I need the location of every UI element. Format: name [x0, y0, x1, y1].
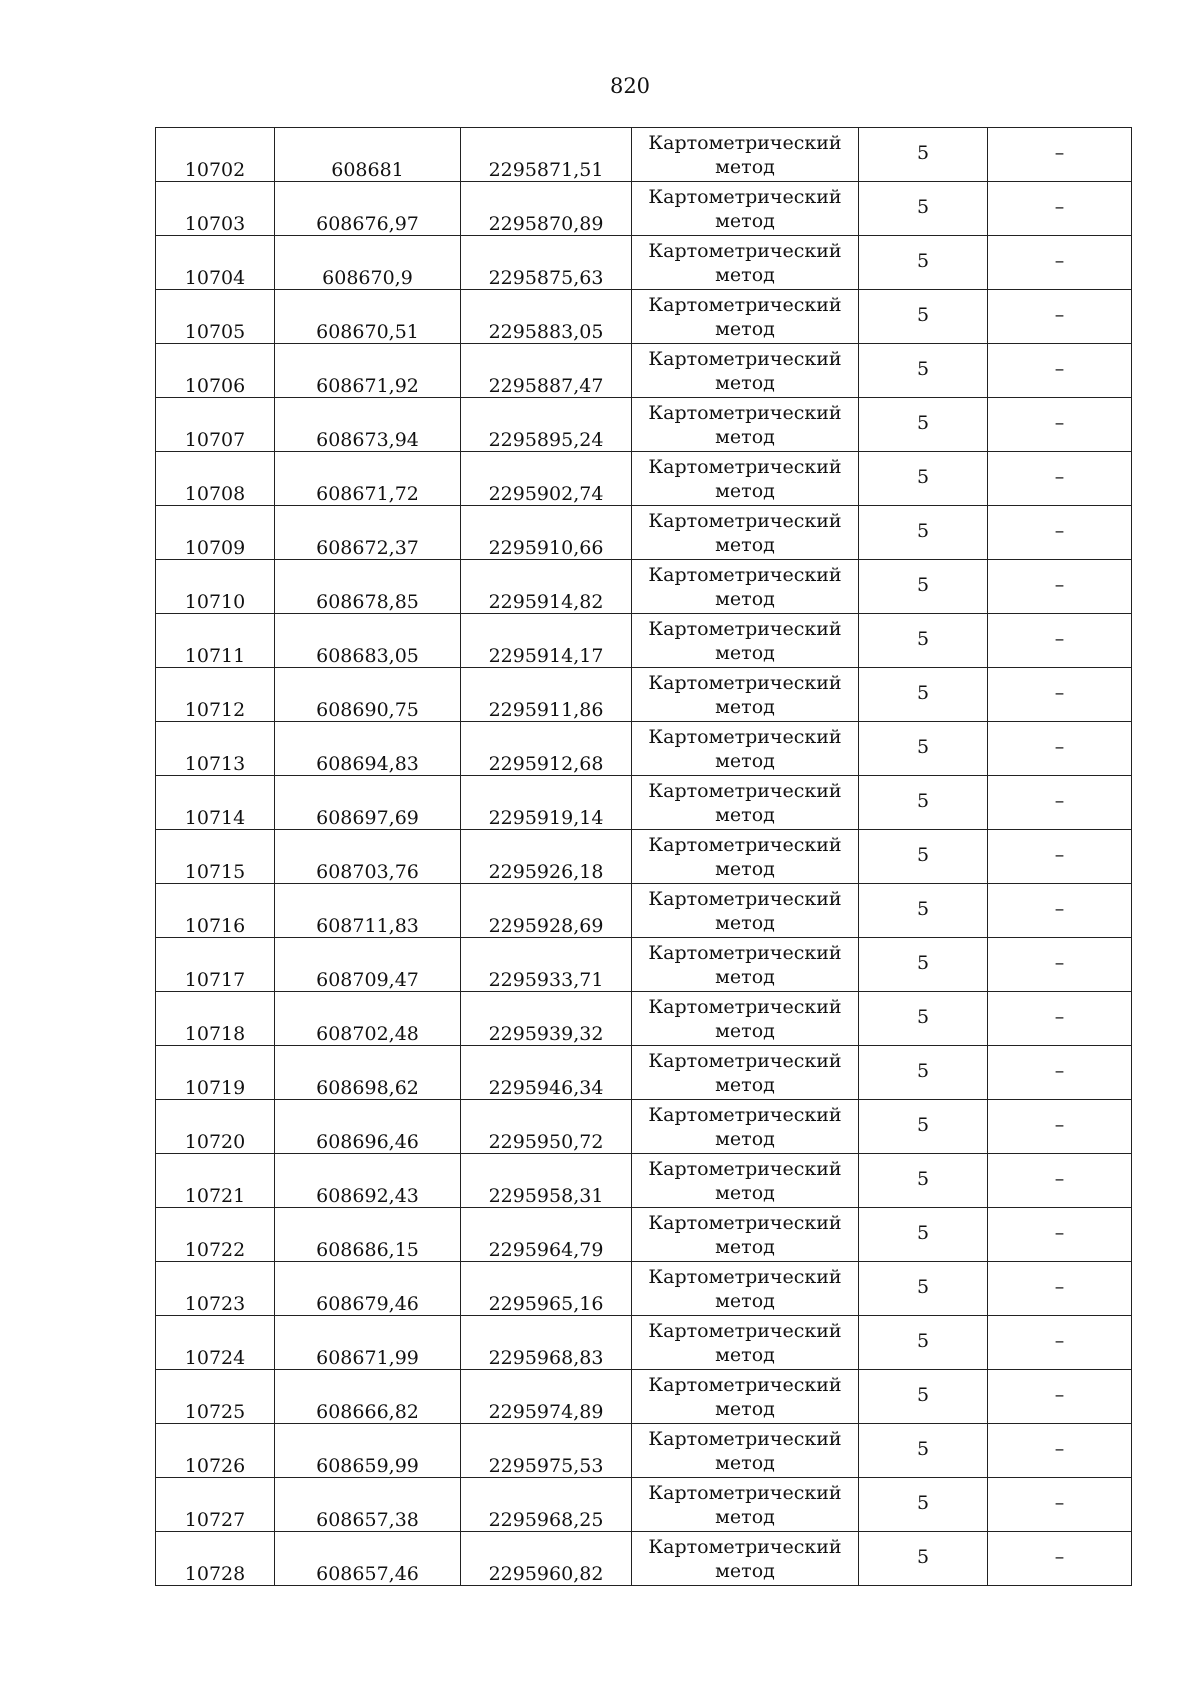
method-cell — [632, 1370, 859, 1424]
table-row — [156, 506, 1132, 560]
accuracy-cell: 5 — [859, 668, 988, 722]
method-cell — [632, 128, 859, 182]
method-cell — [632, 938, 859, 992]
accuracy-cell: 5 — [859, 182, 988, 236]
y-coordinate-cell: 2295968,25 — [461, 1478, 632, 1532]
table-row — [156, 938, 1132, 992]
y-coordinate-cell: 2295871,51 — [461, 128, 632, 182]
method-text: Картометрический метод — [648, 456, 842, 502]
table-row — [156, 1154, 1132, 1208]
note-cell: – — [988, 452, 1132, 506]
coordinates-table — [155, 127, 1132, 1586]
y-coordinate-cell: 2295974,89 — [461, 1370, 632, 1424]
method-cell — [632, 452, 859, 506]
note-cell: – — [988, 614, 1132, 668]
x-coordinate-cell: 608659,99 — [275, 1424, 461, 1478]
method-cell — [632, 236, 859, 290]
point-id-cell: 10716 — [156, 884, 275, 938]
accuracy-cell: 5 — [859, 1316, 988, 1370]
y-coordinate-cell: 2295964,79 — [461, 1208, 632, 1262]
x-coordinate-cell: 608671,99 — [275, 1316, 461, 1370]
table-row — [156, 1100, 1132, 1154]
accuracy-cell: 5 — [859, 1100, 988, 1154]
method-cell — [632, 1046, 859, 1100]
y-coordinate-cell: 2295933,71 — [461, 938, 632, 992]
method-text: Картометрический метод — [648, 780, 842, 826]
note-cell: – — [988, 1046, 1132, 1100]
note-cell: – — [988, 344, 1132, 398]
x-coordinate-cell: 608694,83 — [275, 722, 461, 776]
table-row — [156, 398, 1132, 452]
accuracy-cell: 5 — [859, 884, 988, 938]
method-cell — [632, 992, 859, 1046]
table-row — [156, 722, 1132, 776]
method-text: Картометрический метод — [648, 888, 842, 934]
y-coordinate-cell: 2295895,24 — [461, 398, 632, 452]
y-coordinate-cell: 2295960,82 — [461, 1532, 632, 1586]
point-id-cell: 10713 — [156, 722, 275, 776]
x-coordinate-cell: 608690,75 — [275, 668, 461, 722]
table-row — [156, 344, 1132, 398]
method-cell — [632, 1424, 859, 1478]
accuracy-cell: 5 — [859, 398, 988, 452]
table-row — [156, 128, 1132, 182]
table-row — [156, 884, 1132, 938]
method-cell — [632, 398, 859, 452]
method-cell — [632, 1478, 859, 1532]
method-cell — [632, 560, 859, 614]
method-text: Картометрический метод — [648, 510, 842, 556]
method-text: Картометрический метод — [648, 1050, 842, 1096]
method-cell — [632, 1154, 859, 1208]
accuracy-cell: 5 — [859, 722, 988, 776]
method-text: Картометрический метод — [648, 1320, 842, 1366]
table-row — [156, 1316, 1132, 1370]
note-cell: – — [988, 290, 1132, 344]
table-row — [156, 668, 1132, 722]
method-cell — [632, 776, 859, 830]
point-id-cell: 10703 — [156, 182, 275, 236]
note-cell: – — [988, 1316, 1132, 1370]
method-cell — [632, 1208, 859, 1262]
method-text: Картометрический метод — [648, 1266, 842, 1312]
point-id-cell: 10714 — [156, 776, 275, 830]
method-cell — [632, 614, 859, 668]
point-id-cell: 10710 — [156, 560, 275, 614]
method-cell — [632, 830, 859, 884]
accuracy-cell: 5 — [859, 1532, 988, 1586]
method-text: Картометрический метод — [648, 1428, 842, 1474]
accuracy-cell: 5 — [859, 1154, 988, 1208]
accuracy-cell: 5 — [859, 1478, 988, 1532]
y-coordinate-cell: 2295919,14 — [461, 776, 632, 830]
point-id-cell: 10702 — [156, 128, 275, 182]
table-row — [156, 992, 1132, 1046]
x-coordinate-cell: 608671,92 — [275, 344, 461, 398]
method-text: Картометрический метод — [648, 942, 842, 988]
table-row — [156, 560, 1132, 614]
method-text: Картометрический метод — [648, 1158, 842, 1204]
note-cell: – — [988, 1424, 1132, 1478]
note-cell: – — [988, 1478, 1132, 1532]
point-id-cell: 10706 — [156, 344, 275, 398]
method-cell — [632, 290, 859, 344]
method-text: Картометрический метод — [648, 1536, 842, 1582]
accuracy-cell: 5 — [859, 1046, 988, 1100]
x-coordinate-cell: 608673,94 — [275, 398, 461, 452]
note-cell: – — [988, 506, 1132, 560]
accuracy-cell: 5 — [859, 452, 988, 506]
method-cell — [632, 1316, 859, 1370]
y-coordinate-cell: 2295902,74 — [461, 452, 632, 506]
method-text: Картометрический метод — [648, 402, 842, 448]
accuracy-cell: 5 — [859, 1424, 988, 1478]
method-text: Картометрический метод — [648, 996, 842, 1042]
accuracy-cell: 5 — [859, 128, 988, 182]
method-text: Картометрический метод — [648, 132, 842, 178]
table-row — [156, 182, 1132, 236]
point-id-cell: 10724 — [156, 1316, 275, 1370]
x-coordinate-cell: 608692,43 — [275, 1154, 461, 1208]
y-coordinate-cell: 2295926,18 — [461, 830, 632, 884]
method-text: Картометрический метод — [648, 294, 842, 340]
y-coordinate-cell: 2295911,86 — [461, 668, 632, 722]
x-coordinate-cell: 608711,83 — [275, 884, 461, 938]
method-cell — [632, 182, 859, 236]
point-id-cell: 10708 — [156, 452, 275, 506]
x-coordinate-cell: 608678,85 — [275, 560, 461, 614]
table-body — [156, 128, 1132, 1586]
note-cell: – — [988, 722, 1132, 776]
point-id-cell: 10725 — [156, 1370, 275, 1424]
table-row — [156, 1208, 1132, 1262]
point-id-cell: 10705 — [156, 290, 275, 344]
y-coordinate-cell: 2295950,72 — [461, 1100, 632, 1154]
x-coordinate-cell: 608657,46 — [275, 1532, 461, 1586]
method-text: Картометрический метод — [648, 618, 842, 664]
table-row — [156, 1532, 1132, 1586]
table-row — [156, 1478, 1132, 1532]
x-coordinate-cell: 608686,15 — [275, 1208, 461, 1262]
x-coordinate-cell: 608670,9 — [275, 236, 461, 290]
accuracy-cell: 5 — [859, 1370, 988, 1424]
y-coordinate-cell: 2295910,66 — [461, 506, 632, 560]
note-cell: – — [988, 1154, 1132, 1208]
method-text: Картометрический метод — [648, 726, 842, 772]
note-cell: – — [988, 1532, 1132, 1586]
point-id-cell: 10707 — [156, 398, 275, 452]
point-id-cell: 10717 — [156, 938, 275, 992]
point-id-cell: 10719 — [156, 1046, 275, 1100]
point-id-cell: 10711 — [156, 614, 275, 668]
table-row — [156, 830, 1132, 884]
method-text: Картометрический метод — [648, 564, 842, 610]
method-cell — [632, 722, 859, 776]
table-row — [156, 1046, 1132, 1100]
y-coordinate-cell: 2295875,63 — [461, 236, 632, 290]
accuracy-cell: 5 — [859, 560, 988, 614]
accuracy-cell: 5 — [859, 1262, 988, 1316]
note-cell: – — [988, 1370, 1132, 1424]
method-text: Картометрический метод — [648, 240, 842, 286]
method-cell — [632, 668, 859, 722]
point-id-cell: 10721 — [156, 1154, 275, 1208]
note-cell: – — [988, 992, 1132, 1046]
accuracy-cell: 5 — [859, 506, 988, 560]
method-cell — [632, 884, 859, 938]
y-coordinate-cell: 2295968,83 — [461, 1316, 632, 1370]
accuracy-cell: 5 — [859, 236, 988, 290]
note-cell: – — [988, 182, 1132, 236]
point-id-cell: 10709 — [156, 506, 275, 560]
method-text: Картометрический метод — [648, 186, 842, 232]
x-coordinate-cell: 608666,82 — [275, 1370, 461, 1424]
note-cell: – — [988, 560, 1132, 614]
x-coordinate-cell: 608679,46 — [275, 1262, 461, 1316]
note-cell: – — [988, 668, 1132, 722]
table-row — [156, 1424, 1132, 1478]
table-row — [156, 1370, 1132, 1424]
y-coordinate-cell: 2295887,47 — [461, 344, 632, 398]
x-coordinate-cell: 608681 — [275, 128, 461, 182]
table-row — [156, 236, 1132, 290]
accuracy-cell: 5 — [859, 614, 988, 668]
x-coordinate-cell: 608702,48 — [275, 992, 461, 1046]
x-coordinate-cell: 608672,37 — [275, 506, 461, 560]
method-cell — [632, 1100, 859, 1154]
x-coordinate-cell: 608670,51 — [275, 290, 461, 344]
y-coordinate-cell: 2295965,16 — [461, 1262, 632, 1316]
y-coordinate-cell: 2295939,32 — [461, 992, 632, 1046]
x-coordinate-cell: 608657,38 — [275, 1478, 461, 1532]
method-cell — [632, 1532, 859, 1586]
x-coordinate-cell: 608697,69 — [275, 776, 461, 830]
note-cell: – — [988, 1208, 1132, 1262]
point-id-cell: 10723 — [156, 1262, 275, 1316]
point-id-cell: 10718 — [156, 992, 275, 1046]
method-text: Картометрический метод — [648, 1482, 842, 1528]
note-cell: – — [988, 1100, 1132, 1154]
point-id-cell: 10722 — [156, 1208, 275, 1262]
x-coordinate-cell: 608709,47 — [275, 938, 461, 992]
table-row — [156, 776, 1132, 830]
y-coordinate-cell: 2295958,31 — [461, 1154, 632, 1208]
method-text: Картометрический метод — [648, 1374, 842, 1420]
table-row — [156, 614, 1132, 668]
point-id-cell: 10704 — [156, 236, 275, 290]
accuracy-cell: 5 — [859, 938, 988, 992]
accuracy-cell: 5 — [859, 344, 988, 398]
x-coordinate-cell: 608698,62 — [275, 1046, 461, 1100]
y-coordinate-cell: 2295914,82 — [461, 560, 632, 614]
note-cell: – — [988, 398, 1132, 452]
x-coordinate-cell: 608683,05 — [275, 614, 461, 668]
x-coordinate-cell: 608703,76 — [275, 830, 461, 884]
y-coordinate-cell: 2295946,34 — [461, 1046, 632, 1100]
point-id-cell: 10726 — [156, 1424, 275, 1478]
note-cell: – — [988, 830, 1132, 884]
table-row — [156, 290, 1132, 344]
method-text: Картометрический метод — [648, 348, 842, 394]
accuracy-cell: 5 — [859, 830, 988, 884]
note-cell: – — [988, 128, 1132, 182]
point-id-cell: 10728 — [156, 1532, 275, 1586]
method-text: Картометрический метод — [648, 1104, 842, 1150]
table-row — [156, 452, 1132, 506]
method-cell — [632, 506, 859, 560]
y-coordinate-cell: 2295883,05 — [461, 290, 632, 344]
table-row — [156, 1262, 1132, 1316]
x-coordinate-cell: 608696,46 — [275, 1100, 461, 1154]
note-cell: – — [988, 236, 1132, 290]
note-cell: – — [988, 884, 1132, 938]
x-coordinate-cell: 608676,97 — [275, 182, 461, 236]
method-text: Картометрический метод — [648, 834, 842, 880]
point-id-cell: 10712 — [156, 668, 275, 722]
point-id-cell: 10727 — [156, 1478, 275, 1532]
y-coordinate-cell: 2295914,17 — [461, 614, 632, 668]
note-cell: – — [988, 938, 1132, 992]
y-coordinate-cell: 2295870,89 — [461, 182, 632, 236]
y-coordinate-cell: 2295928,69 — [461, 884, 632, 938]
point-id-cell: 10715 — [156, 830, 275, 884]
accuracy-cell: 5 — [859, 992, 988, 1046]
accuracy-cell: 5 — [859, 776, 988, 830]
method-text: Картометрический метод — [648, 672, 842, 718]
accuracy-cell: 5 — [859, 290, 988, 344]
point-id-cell: 10720 — [156, 1100, 275, 1154]
note-cell: – — [988, 1262, 1132, 1316]
x-coordinate-cell: 608671,72 — [275, 452, 461, 506]
method-text: Картометрический метод — [648, 1212, 842, 1258]
accuracy-cell: 5 — [859, 1208, 988, 1262]
y-coordinate-cell: 2295912,68 — [461, 722, 632, 776]
method-cell — [632, 344, 859, 398]
y-coordinate-cell: 2295975,53 — [461, 1424, 632, 1478]
page-number: 820 — [609, 74, 651, 98]
note-cell: – — [988, 776, 1132, 830]
method-cell — [632, 1262, 859, 1316]
